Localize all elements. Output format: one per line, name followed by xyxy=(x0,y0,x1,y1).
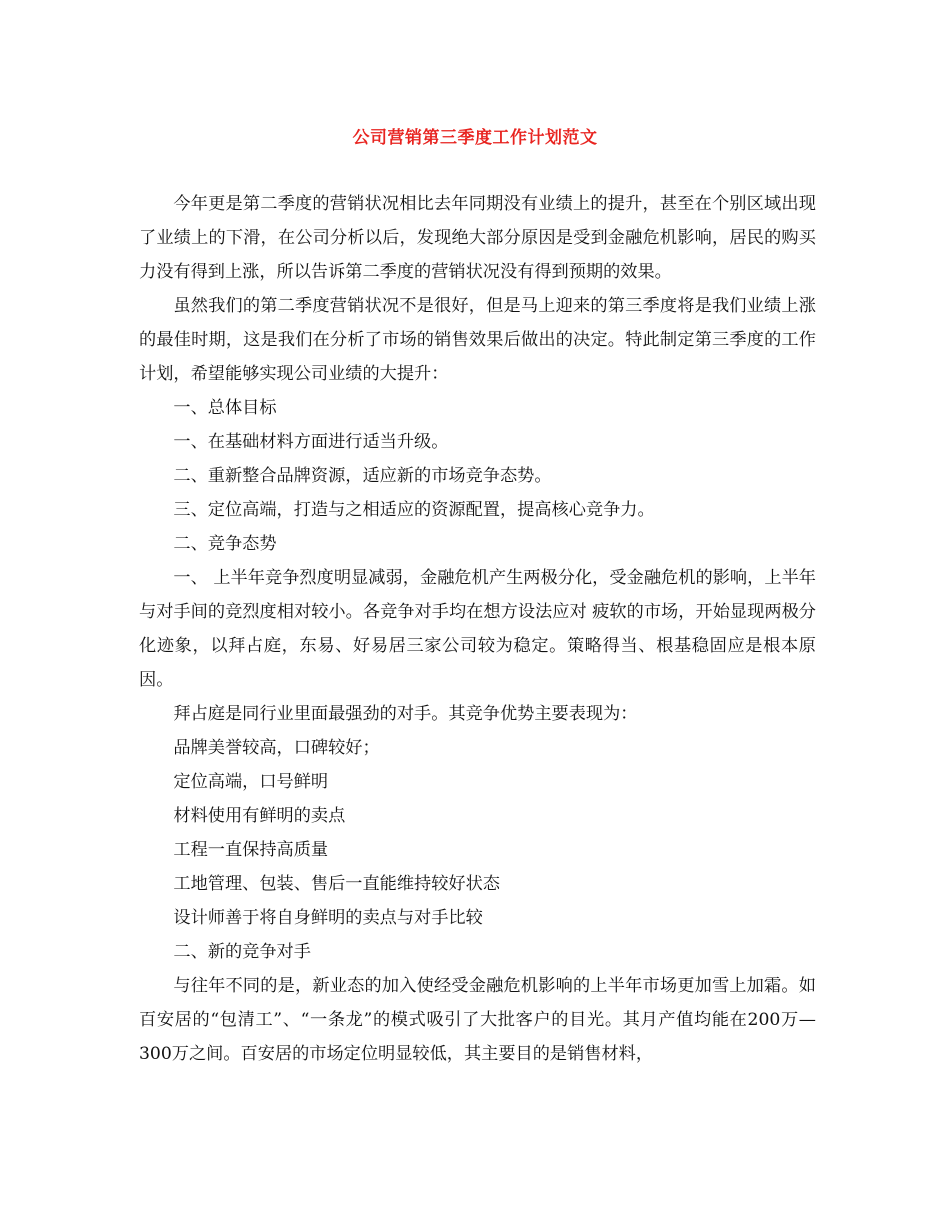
advantage-item-1: 品牌美誉较高，口碑较好； xyxy=(173,738,380,758)
advantage-item-3: 材料使用有鲜明的卖点 xyxy=(173,806,346,826)
advantage-item-6: 设计师善于将自身鲜明的卖点与对手比较 xyxy=(173,908,483,928)
goal-item-1: 一、在基础材料方面进行适当升级。 xyxy=(173,432,449,452)
document-title: 公司营销第三季度工作计划范文 xyxy=(352,128,598,148)
heading-new-competitors: 二、新的竞争对手 xyxy=(173,942,311,962)
paragraph-competition-1: 一、 上半年竞争烈度明显减弱，金融危机产生两极分化，受金融危机的影响，上半年与对手间的竞烈度相对较小。各竞争对手均在想方设法应对 疲软的市场，开始显现两极分化迹象，以拜占庭，东易、好易居三家公司较为稳定。策略得当、根基稳固应是根本原因。 xyxy=(139,568,816,690)
heading-competition: 二、竞争态势 xyxy=(173,534,277,554)
advantage-item-2: 定位高端，口号鲜明 xyxy=(173,772,329,792)
document-body xyxy=(139,187,816,1071)
goal-item-3: 三、定位高端，打造与之相适应的资源配置，提高核心竞争力。 xyxy=(173,500,655,520)
advantage-item-4: 工程一直保持高质量 xyxy=(173,840,329,860)
paragraph-new-competitors: 与往年不同的是，新业态的加入使经受金融危机影响的上半年市场更加雪上加霜。如百安居的“包清工”、“一条龙”的模式吸引了大批客户的目光。其月产值均能在200万—300万之间。百安居的市场定位明显较低，其主要目的是销售材料， xyxy=(139,976,816,1064)
advantage-item-5: 工地管理、包装、售后一直能维持较好状态 xyxy=(173,874,500,894)
paragraph-rival-intro: 拜占庭是同行业里面最强劲的对手。其竞争优势主要表现为： xyxy=(173,704,638,724)
paragraph-plan-purpose: 虽然我们的第二季度营销状况不是很好，但是马上迎来的第三季度将是我们业绩上涨的最佳时期，这是我们在分析了市场的销售效果后做出的决定。特此制定第三季度的工作计划，希望能够实现公司业绩的大提升： xyxy=(139,296,816,384)
paragraph-intro: 今年更是第二季度的营销状况相比去年同期没有业绩上的提升，甚至在个别区域出现了业绩上的下滑，在公司分析以后，发现绝大部分原因是受到金融危机影响，居民的购买力没有得到上涨，所以告诉第二季度的营销状况没有得到预期的效果。 xyxy=(139,194,816,282)
heading-overall-goal: 一、总体目标 xyxy=(173,398,277,418)
goal-item-2: 二、重新整合品牌资源，适应新的市场竞争态势。 xyxy=(173,466,552,486)
